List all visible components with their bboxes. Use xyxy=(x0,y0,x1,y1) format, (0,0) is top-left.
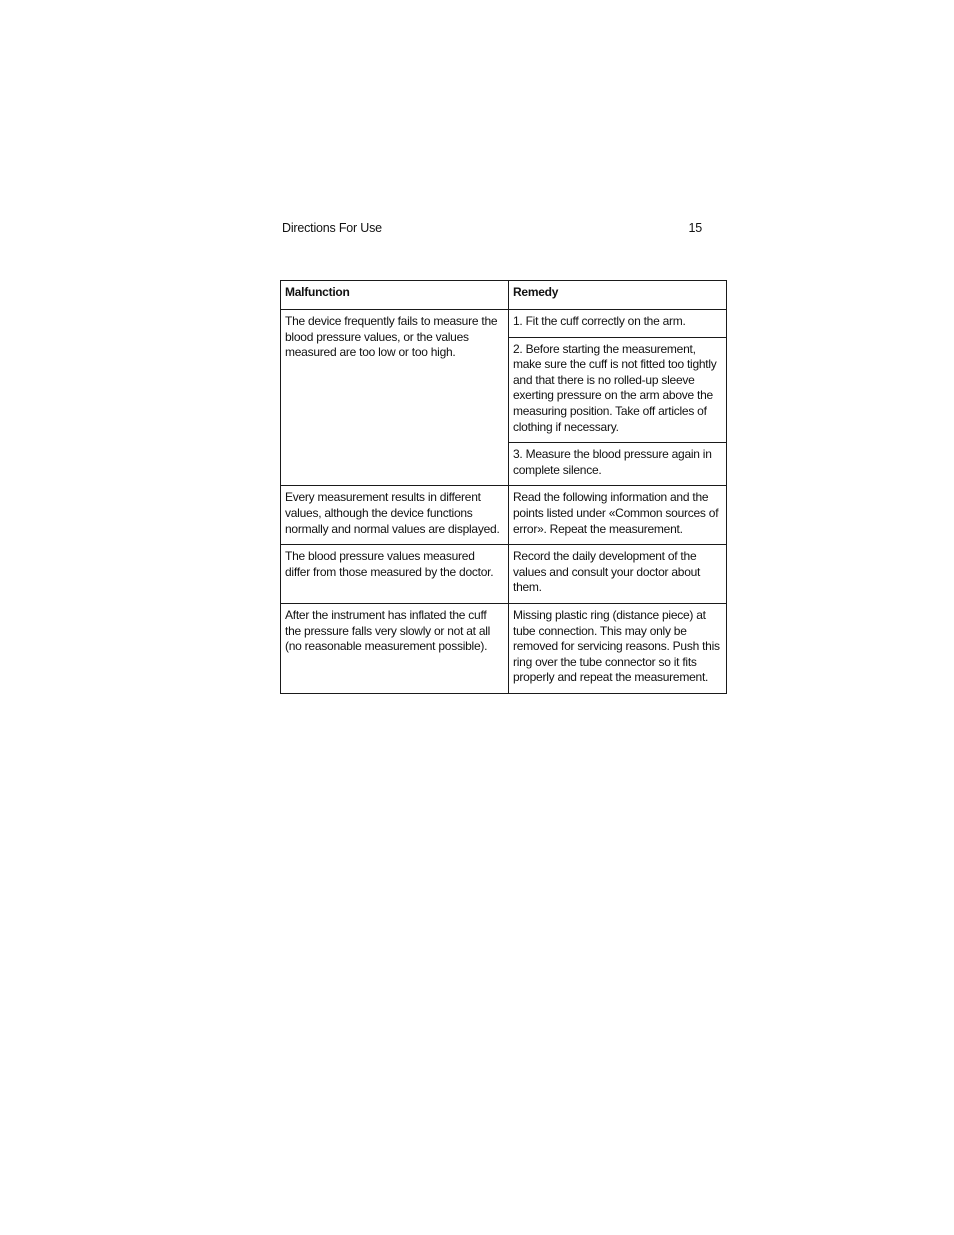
column-header-malfunction: Malfunction xyxy=(281,281,509,310)
malfunction-cell: The blood pressure values measured differ from those measured by the doctor. xyxy=(281,545,509,604)
column-header-remedy: Remedy xyxy=(509,281,727,310)
page-header xyxy=(282,221,702,239)
table-row xyxy=(281,545,727,604)
remedy-cell: 1. Fit the cuff correctly on the arm. xyxy=(509,310,727,338)
remedy-cell: 2. Before starting the measurement, make sure the cuff is not fitted too tightly and that there is no rolled-up sleeve exerting pressure on the arm above the measuring position. Take off articles of clothing if necessary. xyxy=(509,337,727,443)
remedy-cell: 3. Measure the blood pressure again in complete silence. xyxy=(509,443,727,486)
malfunction-cell: Every measurement results in different values, although the device functions normally and normal values are displayed. xyxy=(281,486,509,545)
table-header-row xyxy=(281,281,727,310)
remedy-cell: Record the daily development of the values and consult your doctor about them. xyxy=(509,545,727,604)
table-row xyxy=(281,486,727,545)
troubleshooting-table xyxy=(280,280,727,694)
malfunction-cell: The device frequently fails to measure the blood pressure values, or the values measured are too low or too high. xyxy=(281,310,509,486)
page-number: 15 xyxy=(688,221,702,235)
malfunction-cell: After the instrument has inflated the cuff the pressure falls very slowly or not at all (no reasonable measurement possible). xyxy=(281,603,509,693)
table-row xyxy=(281,603,727,693)
table-row xyxy=(281,310,727,338)
document-title: Directions For Use xyxy=(282,221,382,235)
remedy-cell: Missing plastic ring (distance piece) at tube connection. This may only be removed for servicing reasons. Push this ring over the tube connector so it fits properly and repeat the measurement. xyxy=(509,603,727,693)
remedy-cell: Read the following information and the points listed under «Common sources of error». Repeat the measurement. xyxy=(509,486,727,545)
